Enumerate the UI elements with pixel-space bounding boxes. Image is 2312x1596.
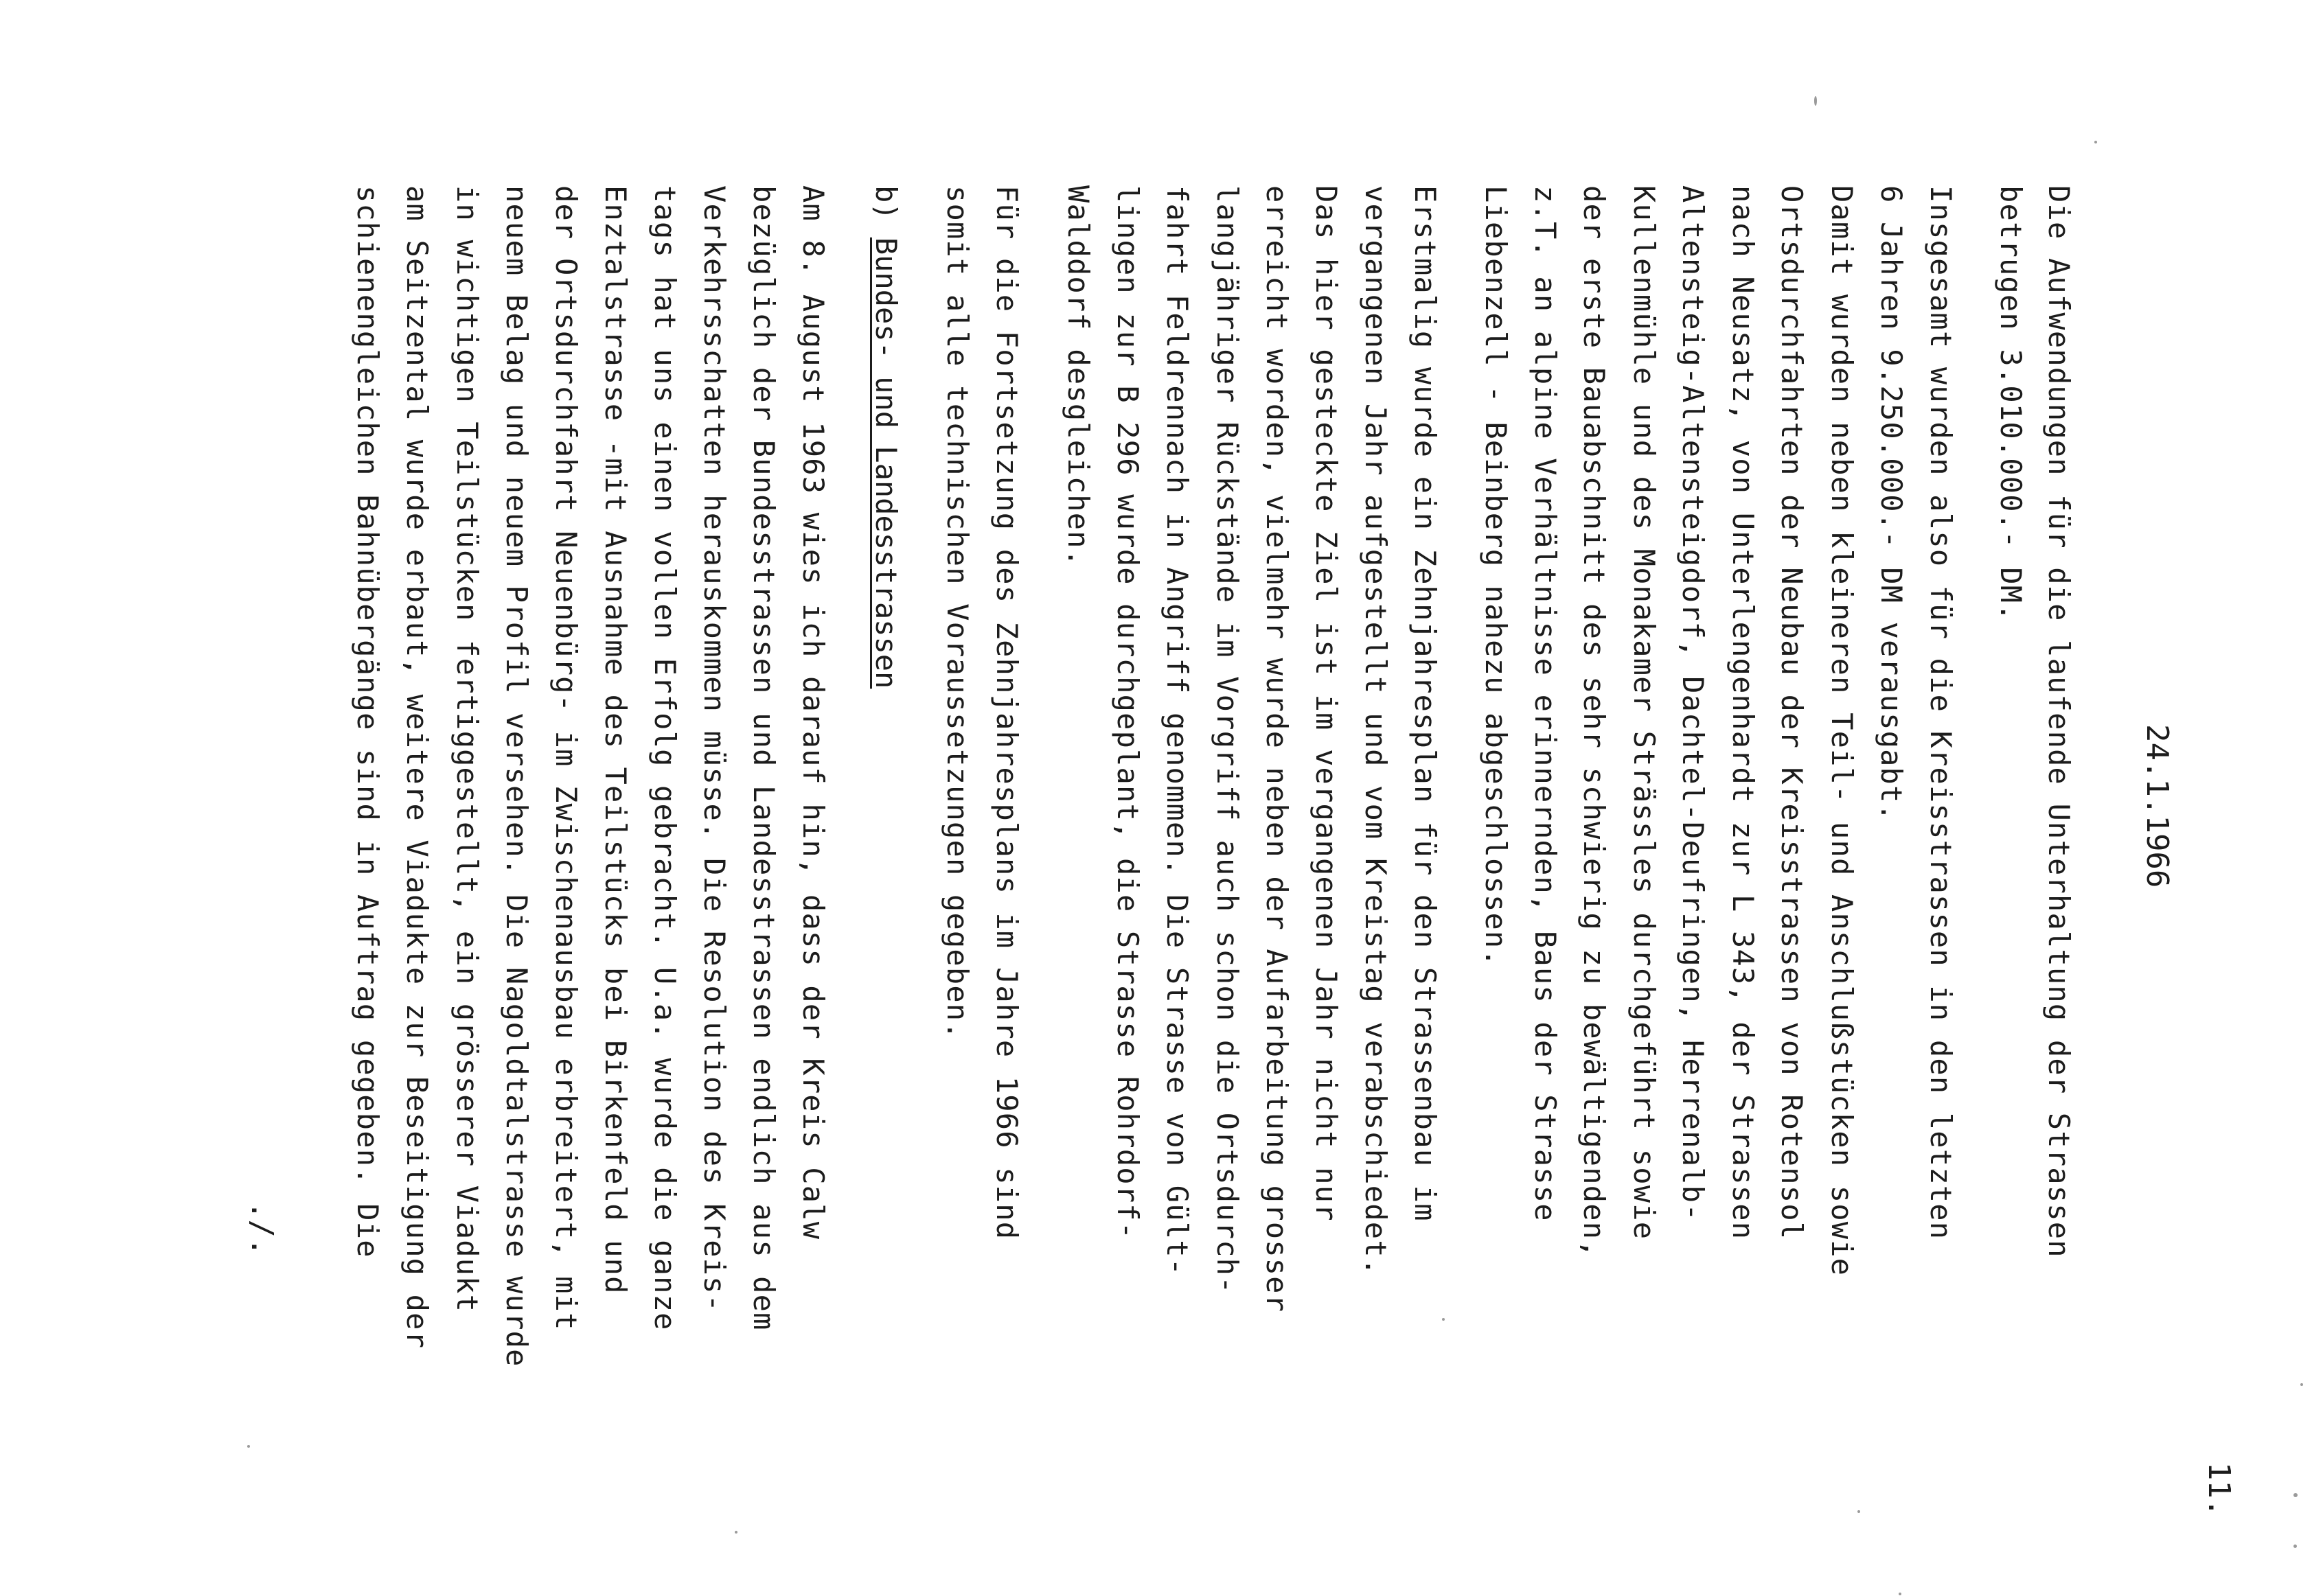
scan-speck <box>1899 1593 1901 1595</box>
paragraph-line: Liebenzell - Beinberg nahezu abgeschlossen. <box>1479 185 1513 967</box>
paragraph-line: bezüglich der Bundesstrassen und Landesstrassen endlich aus dem <box>747 185 781 1331</box>
paragraph-line: z.T. an alpine Verhältnisse erinnernden, Baus der Strasse <box>1529 185 1562 1222</box>
page-number: 11. <box>2201 1462 2236 1517</box>
scan-speck <box>1442 1318 1445 1321</box>
paragraph-line: Enztalstrasse -mit Ausnahme des Teilstücks bei Birkenfeld und <box>599 185 632 1295</box>
paragraph-line: am Seitzental wurde erbaut, weitere Viadukte zur Beseitigung der <box>400 185 434 1350</box>
paragraph-line: Am 8. August 1963 wies ich darauf hin, dass der Kreis Calw <box>797 185 830 1240</box>
paragraph-line: Kullenmühle und des Monakamer Strässles durchgeführt sowie <box>1627 185 1661 1240</box>
paragraph-line: betrugen 3.010.000.- DM. <box>1994 185 2028 622</box>
paragraph-line: Ortsdurchfahrten der Neubau der Kreisstrassen von Rotensol <box>1775 185 1809 1240</box>
scan-speck <box>735 1531 737 1534</box>
paragraph-line: erreicht worden, vielmehr wurde neben der Aufarbeitung grosser <box>1260 185 1294 1313</box>
paragraph-line: Insgesamt wurden also für die Kreisstrassen in den letzten <box>1924 185 1958 1240</box>
section-title: Bundes- und Landesstrassen <box>869 237 903 689</box>
paragraph-line: somit alle technischen Voraussetzungen gegeben. <box>941 185 974 1040</box>
continuation-mark: ./. <box>244 1201 279 1256</box>
scan-speck <box>2300 1383 2303 1386</box>
paragraph-line: 6 Jahren 9.250.000.- DM verausgabt. <box>1875 185 1908 822</box>
paragraph-line: tags hat uns einen vollen Erfolg gebracht. U.a. wurde die ganze <box>648 185 682 1331</box>
scan-speck <box>2094 141 2097 143</box>
paragraph-line: der Ortsdurchfahrt Neuenbürg- im Zwischenausbau erbreitert, mit <box>549 185 583 1331</box>
scan-speck <box>1857 1510 1860 1513</box>
paragraph-line: Das hier gesteckte Ziel ist im vergangenen Jahr nicht nur <box>1309 185 1343 1222</box>
paragraph-line: Walddorf desgleichen. <box>1062 185 1095 568</box>
paragraph-line: neuem Belag und neuem Profil versehen. Die Nagoldtalstrasse wurde <box>500 185 534 1367</box>
section-heading <box>869 185 903 689</box>
paragraph-line: fahrt Feldrennach in Angriff genommen. Die Strasse von Gült- <box>1160 185 1194 1277</box>
paragraph-line: Für die Fortsetzung des Zehnjahresplans im Jahre 1966 sind <box>990 185 1024 1240</box>
paragraph-line: vergangenen Jahr aufgestellt und vom Kreistag verabschiedet. <box>1359 185 1393 1277</box>
paragraph-line: lingen zur B 296 wurde durchgeplant, die Strasse Rohrdorf- <box>1111 185 1145 1240</box>
paragraph-line: langjähriger Rückstände im Vorgriff auch schon die Ortsdurch- <box>1211 185 1244 1295</box>
section-letter: b) <box>869 185 903 220</box>
paragraph-line: in wichtigen Teilstücken fertiggestellt, ein grösserer Viadukt <box>450 185 484 1313</box>
paragraph-line: der erste Bauabschnitt des sehr schwierig zu bewältigenden, <box>1577 185 1611 1258</box>
scan-speck <box>2293 1545 2297 1548</box>
paragraph-line: Damit wurden neben kleineren Teil- und Anschlußstücken sowie <box>1825 185 1859 1277</box>
scan-speck <box>2293 1493 2298 1497</box>
paragraph-line: Die Aufwendungen für die laufende Unterhaltung der Strassen <box>2042 185 2076 1258</box>
paragraph-line: Altensteig-Altensteigdorf, Dachtel-Deufringen, Herrenalb- <box>1676 185 1710 1222</box>
paragraph-line: nach Neusatz, von Unterlengenhardt zur L 343, der Strassen <box>1726 185 1760 1240</box>
paragraph-line: Verkehrsschatten herauskommen müsse. Die Resolution des Kreis- <box>698 185 731 1313</box>
scan-speck <box>247 1445 250 1448</box>
scan-speck <box>1814 96 1817 106</box>
paragraph-line: schienengleichen Bahnübergänge sind in Auftrag gegeben. Die <box>351 185 385 1258</box>
document-date: 24.1.1966 <box>2140 724 2175 888</box>
paragraph-line: Erstmalig wurde ein Zehnjahresplan für den Strassenbau im <box>1408 185 1442 1222</box>
